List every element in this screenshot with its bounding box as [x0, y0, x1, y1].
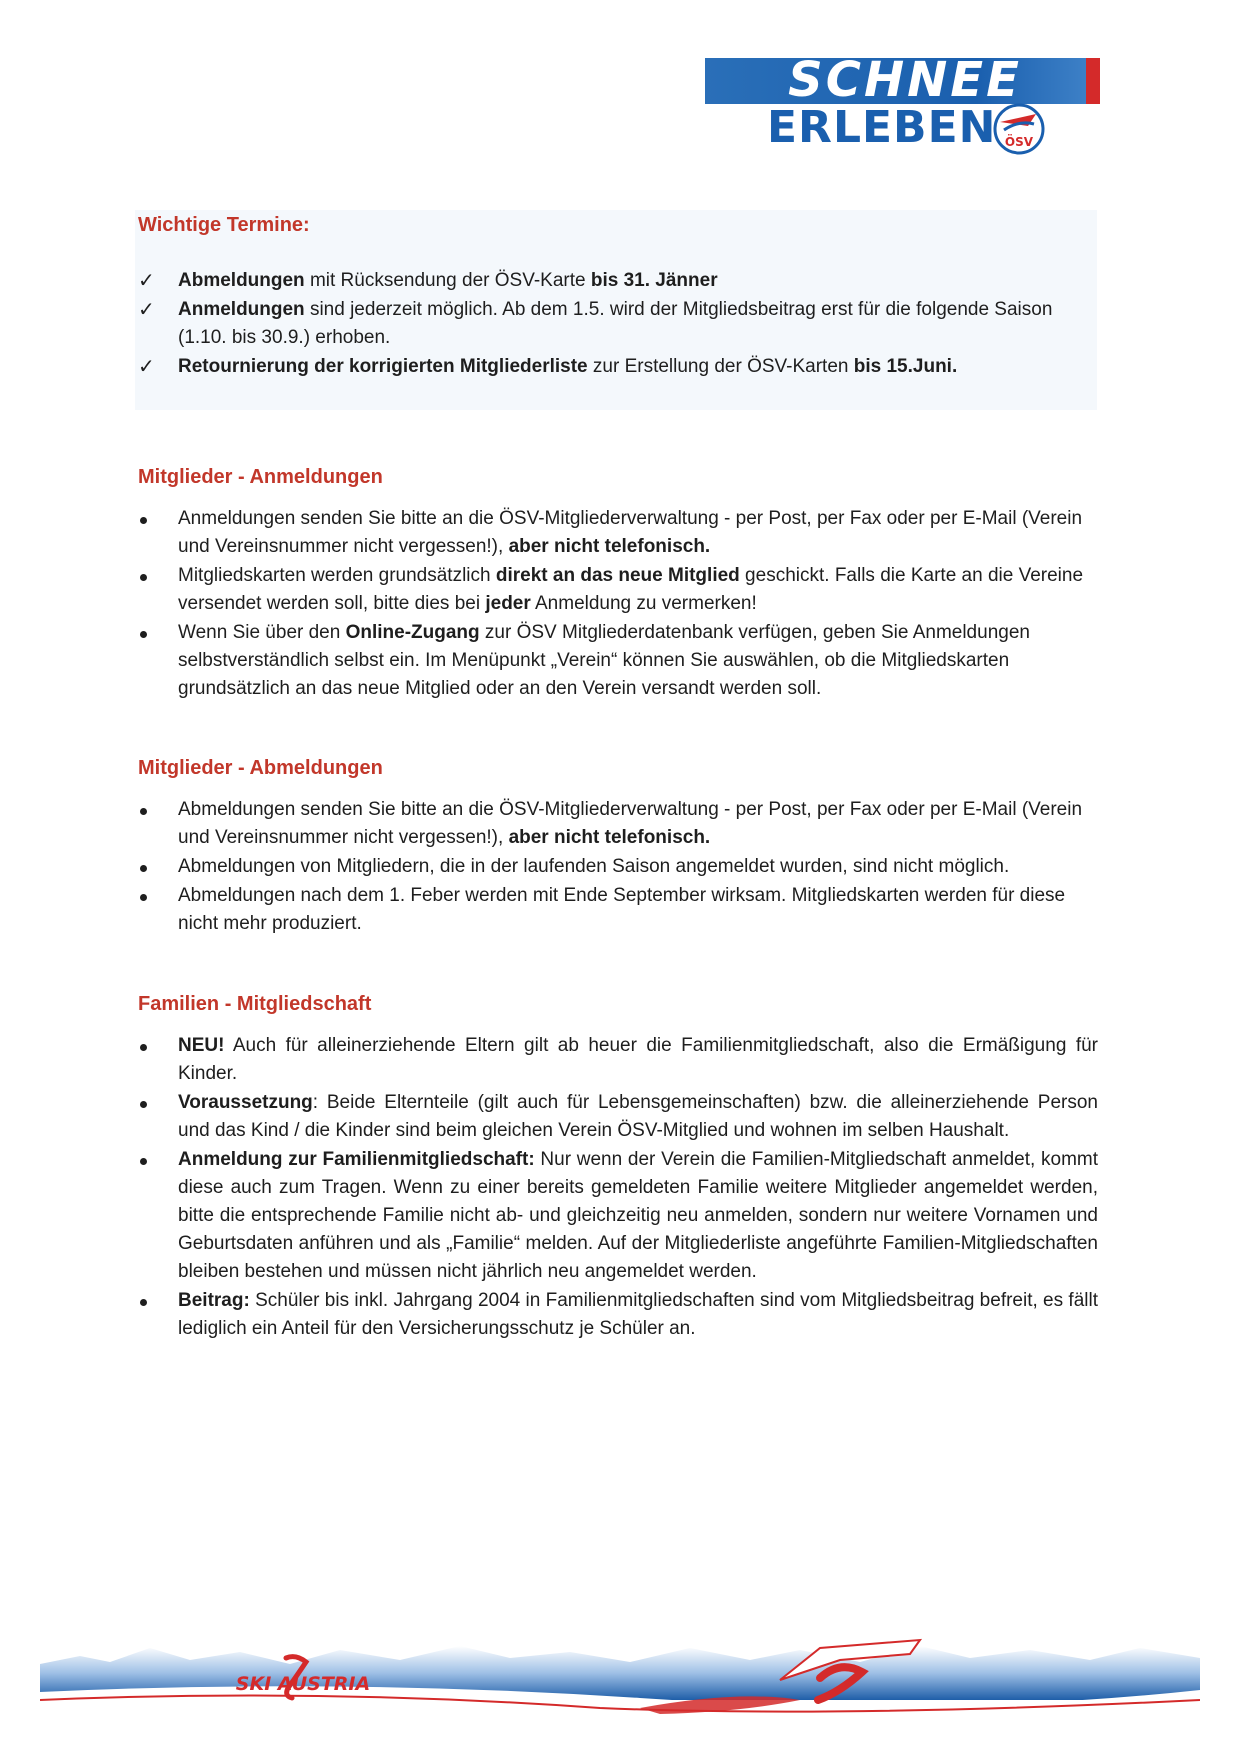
list-item-text [178, 270, 718, 291]
list-item [138, 1287, 1098, 1343]
text-run: Schüler bis inkl. Jahrgang 2004 in Familienmitgliedschaften sind vom Mitgliedsbeitrag befreit, es fällt lediglich ein Anteil für den Versicherungsschutz je Schüler an. [178, 1290, 1098, 1339]
termine-list [138, 267, 1098, 382]
bold-run: Online-Zugang [345, 622, 480, 643]
list-item [138, 853, 1098, 881]
section-title-abmeldungen: Mitglieder - Abmeldungen [138, 757, 383, 779]
bold-run: Voraussetzung [178, 1092, 313, 1113]
list-item [138, 1032, 1098, 1088]
bold-run: NEU! [178, 1035, 225, 1056]
mountain-banner-icon [40, 1630, 1200, 1718]
list-item [138, 1146, 1098, 1286]
text-run: Anmeldung zu vermerken! [530, 593, 757, 614]
list-item-text [178, 885, 1065, 934]
text-run: : Beide Elternteile (gilt auch für Lebensgemeinschaften) bzw. die alleinerziehende Person und das Kind / die Kinder sind beim gleichen Verein ÖSV-Mitglied und wohnen im selben Haushalt. [178, 1092, 1098, 1141]
schnee-erleben-logo [705, 52, 1100, 160]
osv-badge-icon [990, 100, 1048, 158]
list-item-text [178, 799, 1082, 848]
list-item-text [178, 1290, 1098, 1339]
text-run: Auch für alleinerziehende Eltern gilt ab heuer die Familienmitgliedschaft, also die Ermäßigung für Kinder. [178, 1035, 1098, 1084]
abmeldungen-list [138, 796, 1098, 939]
bold-run: jeder [485, 593, 531, 614]
list-item [138, 353, 1098, 381]
logo-red-stripe [1086, 58, 1100, 104]
list-item-text [178, 1035, 1098, 1084]
section-title-familien: Familien - Mitgliedschaft [138, 993, 372, 1015]
list-item [138, 796, 1098, 852]
check-icon: ✓ [138, 356, 155, 378]
logo-line1: SCHNEE [788, 52, 1022, 108]
list-item [138, 505, 1098, 561]
list-item-text [178, 356, 957, 377]
bold-run: Abmeldungen [178, 270, 305, 291]
text-run: Abmeldungen von Mitgliedern, die in der laufenden Saison angemeldet wurden, sind nicht möglich. [178, 856, 1010, 877]
list-item-text [178, 856, 1009, 877]
check-icon: ✓ [138, 299, 155, 321]
list-item-text [178, 1092, 1098, 1141]
text-run: sind jederzeit möglich. Ab dem 1.5. wird der Mitgliedsbeitrag erst für die folgende Saison (1.10. bis 30.9.) erhoben. [178, 299, 1053, 348]
ski-austria-text: SKI AUSTRIA [235, 1673, 371, 1695]
bold-run: aber nicht telefonisch. [508, 536, 711, 557]
list-item [138, 1089, 1098, 1145]
list-item-text [178, 1149, 1098, 1282]
bold-run: Anmeldungen [178, 299, 305, 320]
logo-line2: ERLEBEN [767, 102, 997, 153]
ski-austria-logo [228, 1652, 378, 1702]
list-item-text [178, 565, 1083, 614]
list-item [138, 619, 1098, 703]
text-run: Abmeldungen nach dem 1. Feber werden mit Ende September wirksam. Mitgliedskarten werden für diese nicht mehr produziert. [178, 885, 1066, 934]
section-title-termine: Wichtige Termine: [138, 214, 310, 236]
bold-run: bis 15.Juni. [853, 356, 958, 377]
text-run: Nur wenn der Verein die Familien-Mitgliedschaft anmeldet, kommt diese auch zum Tragen. Wenn zu einer bereits gemeldeten Familie weitere Mitglieder angemeldet werden, bitte die entsprechende Familie nicht ab- und gleichzeitig neu anmelden, sondern nur weitere Vornamen und Geburtsdaten anführen und als „Familie“ melden. Auf der Mitgliederliste angeführte Familien-Mitgliedschaften bleiben bestehen und müssen nicht jährlich neu angemeldet werden. [178, 1149, 1099, 1282]
list-item-text [178, 299, 1052, 348]
text-run: Mitgliedskarten werden grundsätzlich [178, 565, 496, 586]
list-item [138, 562, 1098, 618]
list-item [138, 267, 1098, 295]
list-item [138, 296, 1098, 352]
bold-run: Retournierung der korrigierten Mitgliederliste [178, 356, 588, 377]
text-run: mit Rücksendung der ÖSV-Karte [304, 270, 591, 291]
text-run: zur Erstellung der ÖSV-Karten [587, 356, 854, 377]
anmeldungen-list [138, 505, 1098, 704]
list-item-text [178, 622, 1030, 699]
text-run: Wenn Sie über den [178, 622, 346, 643]
list-item-text [178, 508, 1082, 557]
bold-run: aber nicht telefonisch. [508, 827, 711, 848]
text-run: geschickt. Falls die Karte an die Vereine versendet werden soll, bitte dies bei [178, 565, 1084, 614]
bold-run: direkt an das neue Mitglied [495, 565, 740, 586]
section-title-anmeldungen: Mitglieder - Anmeldungen [138, 466, 383, 488]
badge-text: ÖSV [1004, 135, 1034, 149]
list-item [138, 882, 1098, 938]
text-run: Abmeldungen senden Sie bitte an die ÖSV-Mitgliederverwaltung - per Post, per Fax oder per E-Mail (Verein und Vereinsnummer nicht vergessen!), [178, 799, 1083, 848]
bold-run: Anmeldung zur Familienmitgliedschaft: [178, 1149, 535, 1170]
footer-banner [40, 1630, 1200, 1718]
text-run: Anmeldungen senden Sie bitte an die ÖSV-Mitgliederverwaltung - per Post, per Fax oder per E-Mail (Verein und Vereinsnummer nicht vergessen!), [178, 508, 1083, 557]
check-icon: ✓ [138, 270, 155, 292]
familien-list [138, 1032, 1098, 1344]
bold-run: bis 31. Jänner [590, 270, 718, 291]
text-run: zur ÖSV Mitgliederdatenbank verfügen, geben Sie Anmeldungen selbstverständlich selbst ein. Im Menüpunkt „Verein“ können Sie auswählen, ob die Mitgliedskarten grundsätzlich an das neue Mitglied oder an den Verein versandt werden soll. [178, 622, 1030, 699]
bold-run: Beitrag: [178, 1290, 250, 1311]
